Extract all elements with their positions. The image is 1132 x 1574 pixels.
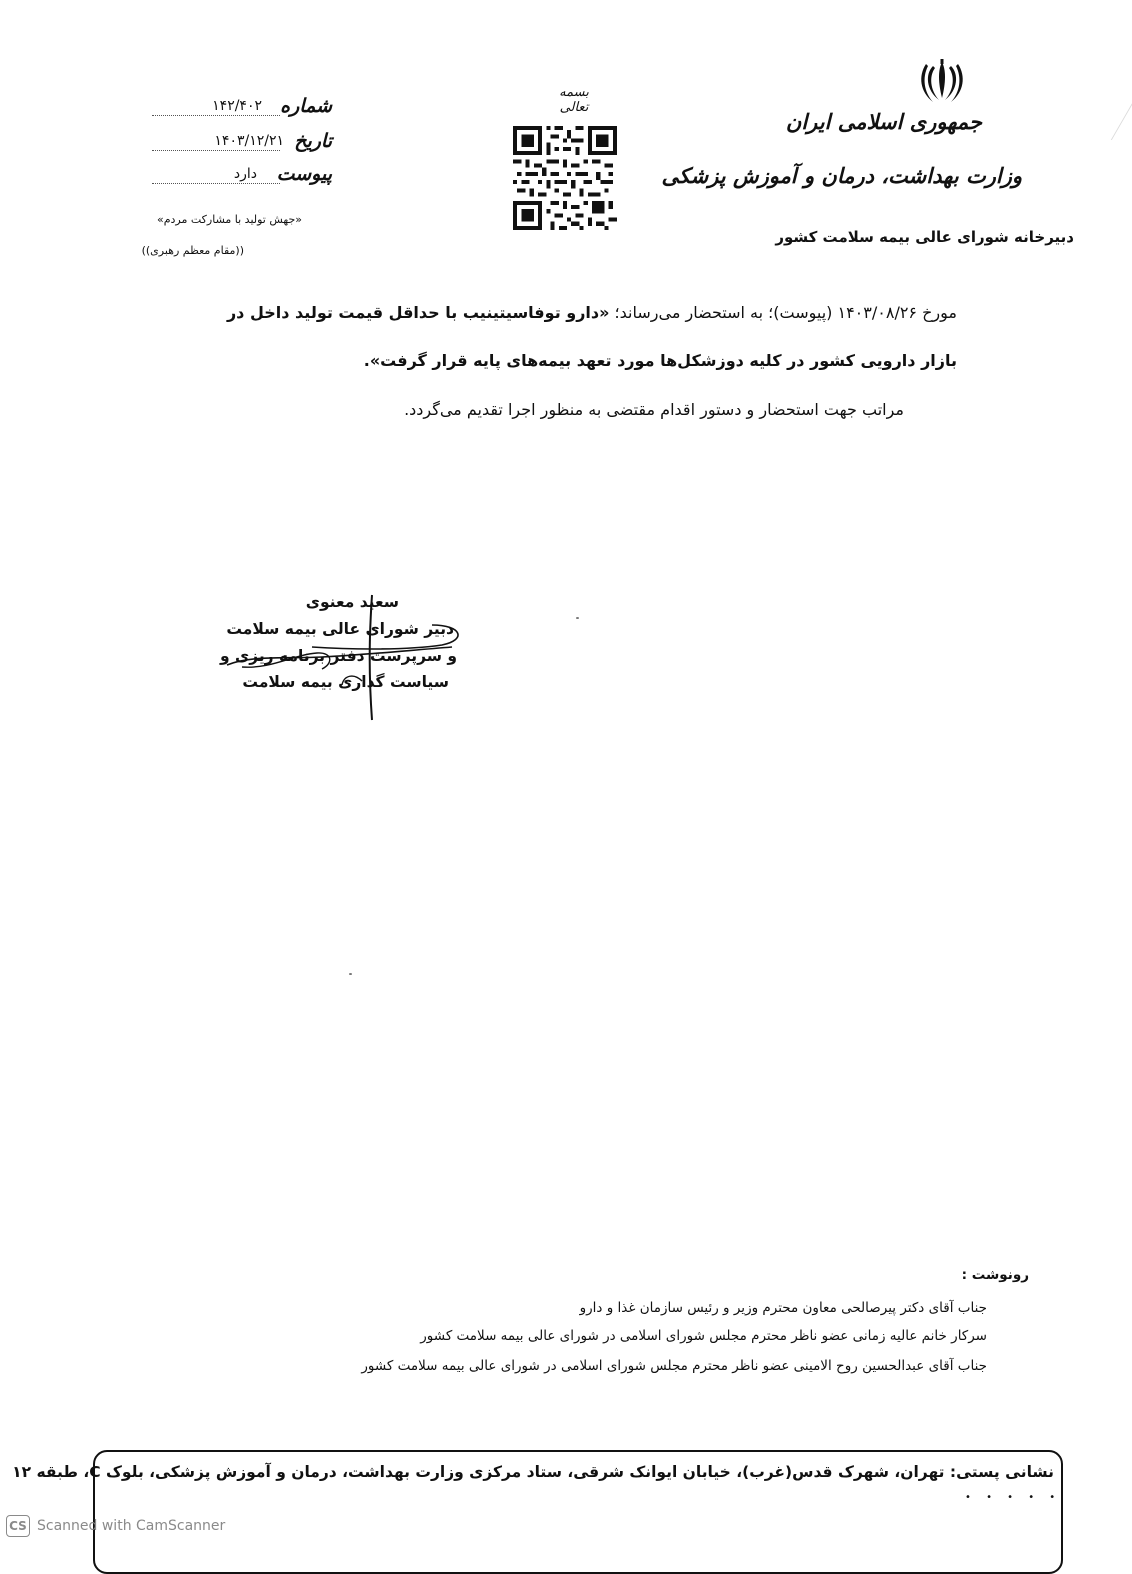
dotted-line: [152, 150, 280, 151]
cc-item: جناب آقای دکتر پیرصالحی معاون محترم وزیر و رئیس سازمان غذا و دارو: [579, 1300, 987, 1316]
slogan-attribution: ((مقام معظم رهبری)): [141, 244, 244, 257]
footer-dots: • • • • •: [965, 1492, 1062, 1503]
body-line-3: مراتب جهت استحضار و دستور اقدام مقتضی به منظور اجرا تقدیم می‌گردد.: [404, 400, 904, 419]
cc-item: سرکار خانم عالیه زمانی عضو ناظر محترم مجلس شورای اسلامی در شورای عالی بیمه سلامت کشور: [420, 1328, 987, 1344]
body-line-1: [227, 301, 957, 325]
letter-date-row: [152, 130, 332, 156]
dotted-line: [152, 183, 280, 184]
letter-attachment-row: [152, 163, 332, 189]
body-line-1-bold: «دارو توفاسیتینیب با حداقل قیمت تولید داخل در: [226, 303, 610, 322]
scan-speck: [576, 617, 579, 619]
signatory-title-1: دبیر شورای عالی بیمه سلامت: [226, 620, 454, 638]
camscanner-logo: CS: [6, 1515, 30, 1537]
footer-address: نشانی پستی: تهران، شهرک قدس(غرب)، خیابان ایوانک شرقی، ستاد مرکزی وزارت بهداشت، درمان و آموزش پزشکی، بلوک C، طبقه ۱۲: [12, 1463, 1054, 1481]
ministry-heading: [661, 105, 1022, 200]
dotted-line: [152, 115, 280, 116]
letter-number-row: [152, 95, 332, 121]
page-edge-shadow: [1075, 70, 1132, 140]
body-line-2: بازار دارویی کشور در کلیه دوزشکل‌ها مورد تعهد بیمه‌های پایه قرار گرفت».: [363, 351, 957, 370]
qr-code-icon: [510, 126, 620, 230]
date-value: ۱۴۰۳/۱۲/۲۱: [214, 133, 284, 149]
date-label: تاریخ: [294, 130, 332, 152]
scan-speck: [349, 973, 352, 975]
basmala: بسمه تعالی: [559, 85, 589, 115]
signatory-title-3: سیاست گذاری بیمه سلامت: [242, 673, 449, 691]
signatory-name: سعید معنوی: [305, 593, 399, 611]
watermark-text: Scanned with CamScanner: [37, 1518, 226, 1534]
body-line-1-plain: مورخ ۱۴۰۳/۰۸/۲۶ (پیوست)؛ به استحضار می‌رساند؛: [609, 303, 957, 322]
attachment-label: پیوست: [276, 163, 332, 185]
cc-heading: رونوشت :: [961, 1267, 1029, 1283]
number-value: ۱۴۲/۴۰۲: [212, 98, 262, 114]
iran-emblem-icon: [917, 58, 967, 106]
republic-line: جمهوری اسلامی ایران: [785, 109, 982, 134]
number-label: شماره: [280, 95, 332, 117]
signatory-title-2: و سرپرست دفتر برنامه ریزی و: [219, 647, 457, 665]
camscanner-watermark: [6, 1515, 225, 1537]
council-office-label: دبیرخانه شورای عالی بیمه سلامت کشور: [775, 228, 1074, 246]
cc-item: جناب آقای عبدالحسین روح الامینی عضو ناظر محترم مجلس شورای اسلامی در شورای عالی بیمه سلامت کشور: [361, 1358, 987, 1374]
ministry-line: وزارت بهداشت، درمان و آموزش پزشکی: [661, 163, 1022, 188]
handwritten-signature-icon: [219, 585, 472, 725]
slogan: «جهش تولید با مشارکت مردم»: [156, 213, 302, 226]
attachment-value: دارد: [233, 166, 257, 182]
